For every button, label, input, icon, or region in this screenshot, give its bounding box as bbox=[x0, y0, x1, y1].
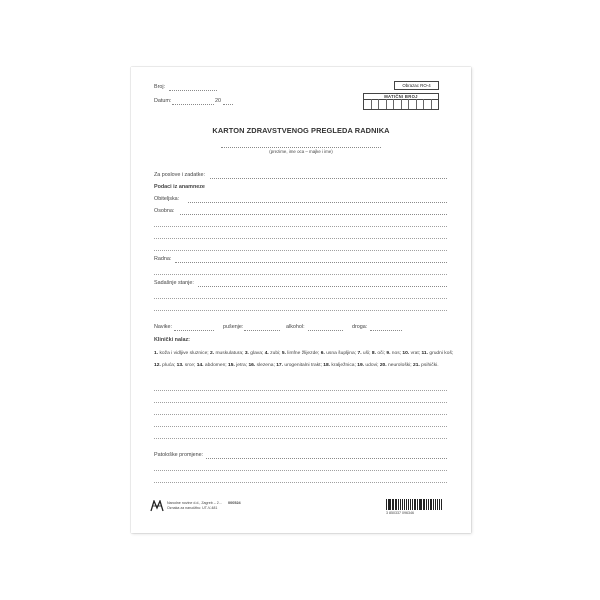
barcode-bar bbox=[406, 499, 407, 510]
clinical-item-number: 10. bbox=[402, 351, 410, 356]
clinical-item-number: 3. bbox=[244, 351, 249, 356]
patoloske-line bbox=[206, 458, 447, 459]
clinical-item-text: limfne žlijezde; bbox=[285, 351, 321, 356]
barcode-bar bbox=[417, 499, 418, 510]
clinical-item bbox=[276, 363, 323, 368]
clinical-item-number: 15. bbox=[228, 363, 235, 368]
clinical-item bbox=[357, 351, 371, 356]
klinicki-line-3 bbox=[154, 414, 447, 415]
barcode-bar bbox=[424, 499, 425, 510]
barcode-bar bbox=[441, 499, 442, 510]
barcode-bar bbox=[428, 499, 429, 510]
poslovi-line bbox=[210, 178, 447, 179]
publisher-logo-icon bbox=[150, 500, 164, 512]
clinical-item-text: slezena; bbox=[255, 363, 277, 368]
barcode-bar bbox=[414, 499, 416, 510]
datum-label: Datum: bbox=[154, 98, 172, 104]
barcode-bar bbox=[395, 499, 397, 510]
barcode-bar bbox=[402, 499, 403, 510]
clinical-item-text: grudni koš; bbox=[427, 351, 454, 356]
clinical-item bbox=[386, 351, 402, 356]
osobna-line-3 bbox=[154, 238, 447, 239]
droga-line bbox=[370, 330, 402, 331]
sadasnje-label: Sadašnje stanje: bbox=[154, 280, 194, 286]
name-caption: (prezime, ime oca – majke i ime) bbox=[269, 149, 333, 154]
clinical-item-number: 18. bbox=[323, 363, 331, 368]
barcode-bar bbox=[420, 499, 421, 510]
datum-year-line bbox=[223, 104, 233, 105]
barcode-bar bbox=[404, 499, 405, 510]
clinical-item bbox=[413, 363, 439, 368]
radna-line-2 bbox=[154, 274, 447, 275]
clinical-item bbox=[357, 363, 380, 368]
clinical-item bbox=[282, 351, 321, 356]
form-code: Obrazac RO-4 bbox=[402, 83, 431, 88]
barcode-bar bbox=[388, 499, 389, 510]
clinical-item-number: 21. bbox=[413, 363, 420, 368]
osobna-line-4 bbox=[154, 250, 447, 251]
clinical-item bbox=[154, 363, 177, 368]
barcode-bar bbox=[435, 499, 436, 510]
obiteljska-label: Obiteljska: bbox=[154, 196, 180, 202]
datum-year: 20 bbox=[215, 98, 221, 104]
maticni-broj-box bbox=[363, 93, 439, 110]
publisher-line-1: Narodne novine d.d., Zagreb – 2... bbox=[167, 501, 222, 505]
barcode-bar bbox=[386, 499, 387, 510]
navike-line bbox=[174, 330, 214, 331]
clinical-item-number: 6. bbox=[320, 351, 325, 356]
clinical-item-number: 19. bbox=[357, 363, 365, 368]
osobna-label: Osobna: bbox=[154, 208, 175, 214]
clinical-item-number: 8. bbox=[371, 351, 376, 356]
clinical-item bbox=[228, 363, 248, 368]
obiteljska-line bbox=[188, 202, 447, 203]
patoloske-line-3 bbox=[154, 482, 447, 483]
poslovi-label: Za poslove i zadatke: bbox=[154, 172, 205, 178]
form-order-code: 000524 bbox=[228, 501, 241, 505]
klinicki-line-4 bbox=[154, 426, 447, 427]
anamneza-heading: Podaci iz anamneze bbox=[154, 184, 205, 190]
clinical-item-text: zubi; bbox=[268, 351, 282, 356]
alkohol-line bbox=[308, 330, 343, 331]
clinical-item bbox=[372, 351, 386, 356]
barcode-bar bbox=[389, 499, 390, 510]
clinical-item-text: koža i vidljive sluznice; bbox=[158, 351, 211, 356]
barcode-bar bbox=[410, 499, 411, 510]
sadasnje-line-2 bbox=[154, 298, 447, 299]
clinical-item bbox=[321, 351, 358, 356]
clinical-item-number: 9. bbox=[386, 351, 391, 356]
barcode-bar bbox=[439, 499, 440, 510]
clinical-item bbox=[323, 363, 357, 368]
clinical-item-number: 14. bbox=[196, 363, 204, 368]
clinical-item-number: 7. bbox=[357, 351, 362, 356]
clinical-item-text: urogenitalni trakt; bbox=[283, 363, 324, 368]
clinical-item-number: 4. bbox=[264, 351, 269, 356]
clinical-item-number: 20. bbox=[379, 363, 387, 368]
clinical-item-text: uši; bbox=[361, 351, 372, 356]
clinical-item-number: 5. bbox=[281, 351, 286, 356]
maticni-broj-label: MATIČNI BROJ bbox=[364, 94, 438, 100]
clinical-item-text: glava; bbox=[248, 351, 265, 356]
klinicki-line-5 bbox=[154, 438, 447, 439]
barcode-bar bbox=[412, 499, 413, 510]
maticni-broj-cells bbox=[364, 99, 438, 109]
barcode-icon bbox=[386, 499, 454, 510]
klinicki-line-2 bbox=[154, 402, 447, 403]
clinical-item-number: 17. bbox=[276, 363, 283, 368]
barcode-bar bbox=[400, 499, 401, 510]
clinical-item bbox=[402, 351, 421, 356]
clinical-item-text: abdomen; bbox=[203, 363, 229, 368]
clinical-item-text: oči; bbox=[376, 351, 387, 356]
clinical-item-number: 11. bbox=[421, 351, 428, 356]
pusenje-line bbox=[244, 330, 280, 331]
alkohol-label: alkohol: bbox=[286, 324, 305, 330]
radna-line bbox=[175, 262, 447, 263]
clinical-item-text: neurološki; bbox=[386, 363, 414, 368]
navike-label: Navike: bbox=[154, 324, 172, 330]
clinical-item bbox=[177, 363, 197, 368]
barcode-bar bbox=[393, 499, 394, 510]
clinical-item bbox=[210, 351, 245, 356]
barcode-bar bbox=[426, 499, 427, 510]
barcode-bar bbox=[437, 499, 438, 510]
osobna-line-2 bbox=[154, 226, 447, 227]
barcode-bar bbox=[423, 499, 424, 510]
clinical-item bbox=[421, 351, 453, 356]
barcode-number: 3 850337 096346 bbox=[386, 511, 414, 515]
clinical-item bbox=[248, 363, 276, 368]
clinical-item-text: usna šupljina; bbox=[324, 351, 358, 356]
form-code-box bbox=[394, 81, 439, 90]
klinicki-line-1 bbox=[154, 390, 447, 391]
broj-line bbox=[169, 90, 217, 91]
clinical-item-text: psihički. bbox=[419, 363, 439, 368]
clinical-item-number: 1. bbox=[154, 351, 159, 356]
clinical-item-number: 16. bbox=[248, 363, 256, 368]
clinical-item-text: udovi; bbox=[364, 363, 380, 368]
patoloske-label: Patološke promjene: bbox=[154, 452, 204, 458]
barcode-bar bbox=[433, 499, 434, 510]
sadasnje-line-3 bbox=[154, 310, 447, 311]
barcode-bar bbox=[419, 499, 420, 510]
datum-line bbox=[172, 104, 214, 105]
broj-label: Broj: bbox=[154, 84, 166, 90]
droga-label: droga: bbox=[352, 324, 368, 330]
publisher-info bbox=[167, 501, 222, 511]
clinical-item-text: pluća; bbox=[160, 363, 177, 368]
form-sheet bbox=[131, 67, 471, 533]
osobna-line bbox=[180, 214, 447, 215]
clinical-item-text: nos; bbox=[390, 351, 403, 356]
radna-label: Radna: bbox=[154, 256, 172, 262]
barcode-bar bbox=[398, 499, 399, 510]
clinical-items-list bbox=[154, 348, 454, 372]
clinical-item-text: jetra; bbox=[234, 363, 249, 368]
clinical-item bbox=[380, 363, 413, 368]
form-title: KARTON ZDRAVSTVENOG PREGLEDA RADNIKA bbox=[212, 126, 390, 135]
clinical-item-text: vrat; bbox=[409, 351, 422, 356]
publisher-line-2: Oznaka za narudžbu: UT-V-481 bbox=[167, 506, 218, 510]
clinical-item bbox=[265, 351, 282, 356]
barcode-bar bbox=[392, 499, 393, 510]
sadasnje-line bbox=[198, 286, 447, 287]
patoloske-line-2 bbox=[154, 470, 447, 471]
clinical-item bbox=[245, 351, 265, 356]
clinical-item-text: kralježnica; bbox=[330, 363, 358, 368]
clinical-item-text: muskulatura; bbox=[214, 351, 245, 356]
clinical-item-text: srce; bbox=[183, 363, 197, 368]
klinicki-heading: Klinički nalaz: bbox=[154, 337, 190, 343]
name-line bbox=[221, 147, 381, 148]
pusenje-label: pušenje: bbox=[223, 324, 244, 330]
clinical-item bbox=[154, 351, 210, 356]
barcode-bar bbox=[430, 499, 432, 510]
clinical-item-number: 12. bbox=[154, 363, 161, 368]
clinical-item bbox=[197, 363, 228, 368]
clinical-item-number: 2. bbox=[210, 351, 215, 356]
clinical-item-number: 13. bbox=[176, 363, 184, 368]
barcode-bar bbox=[408, 499, 409, 510]
